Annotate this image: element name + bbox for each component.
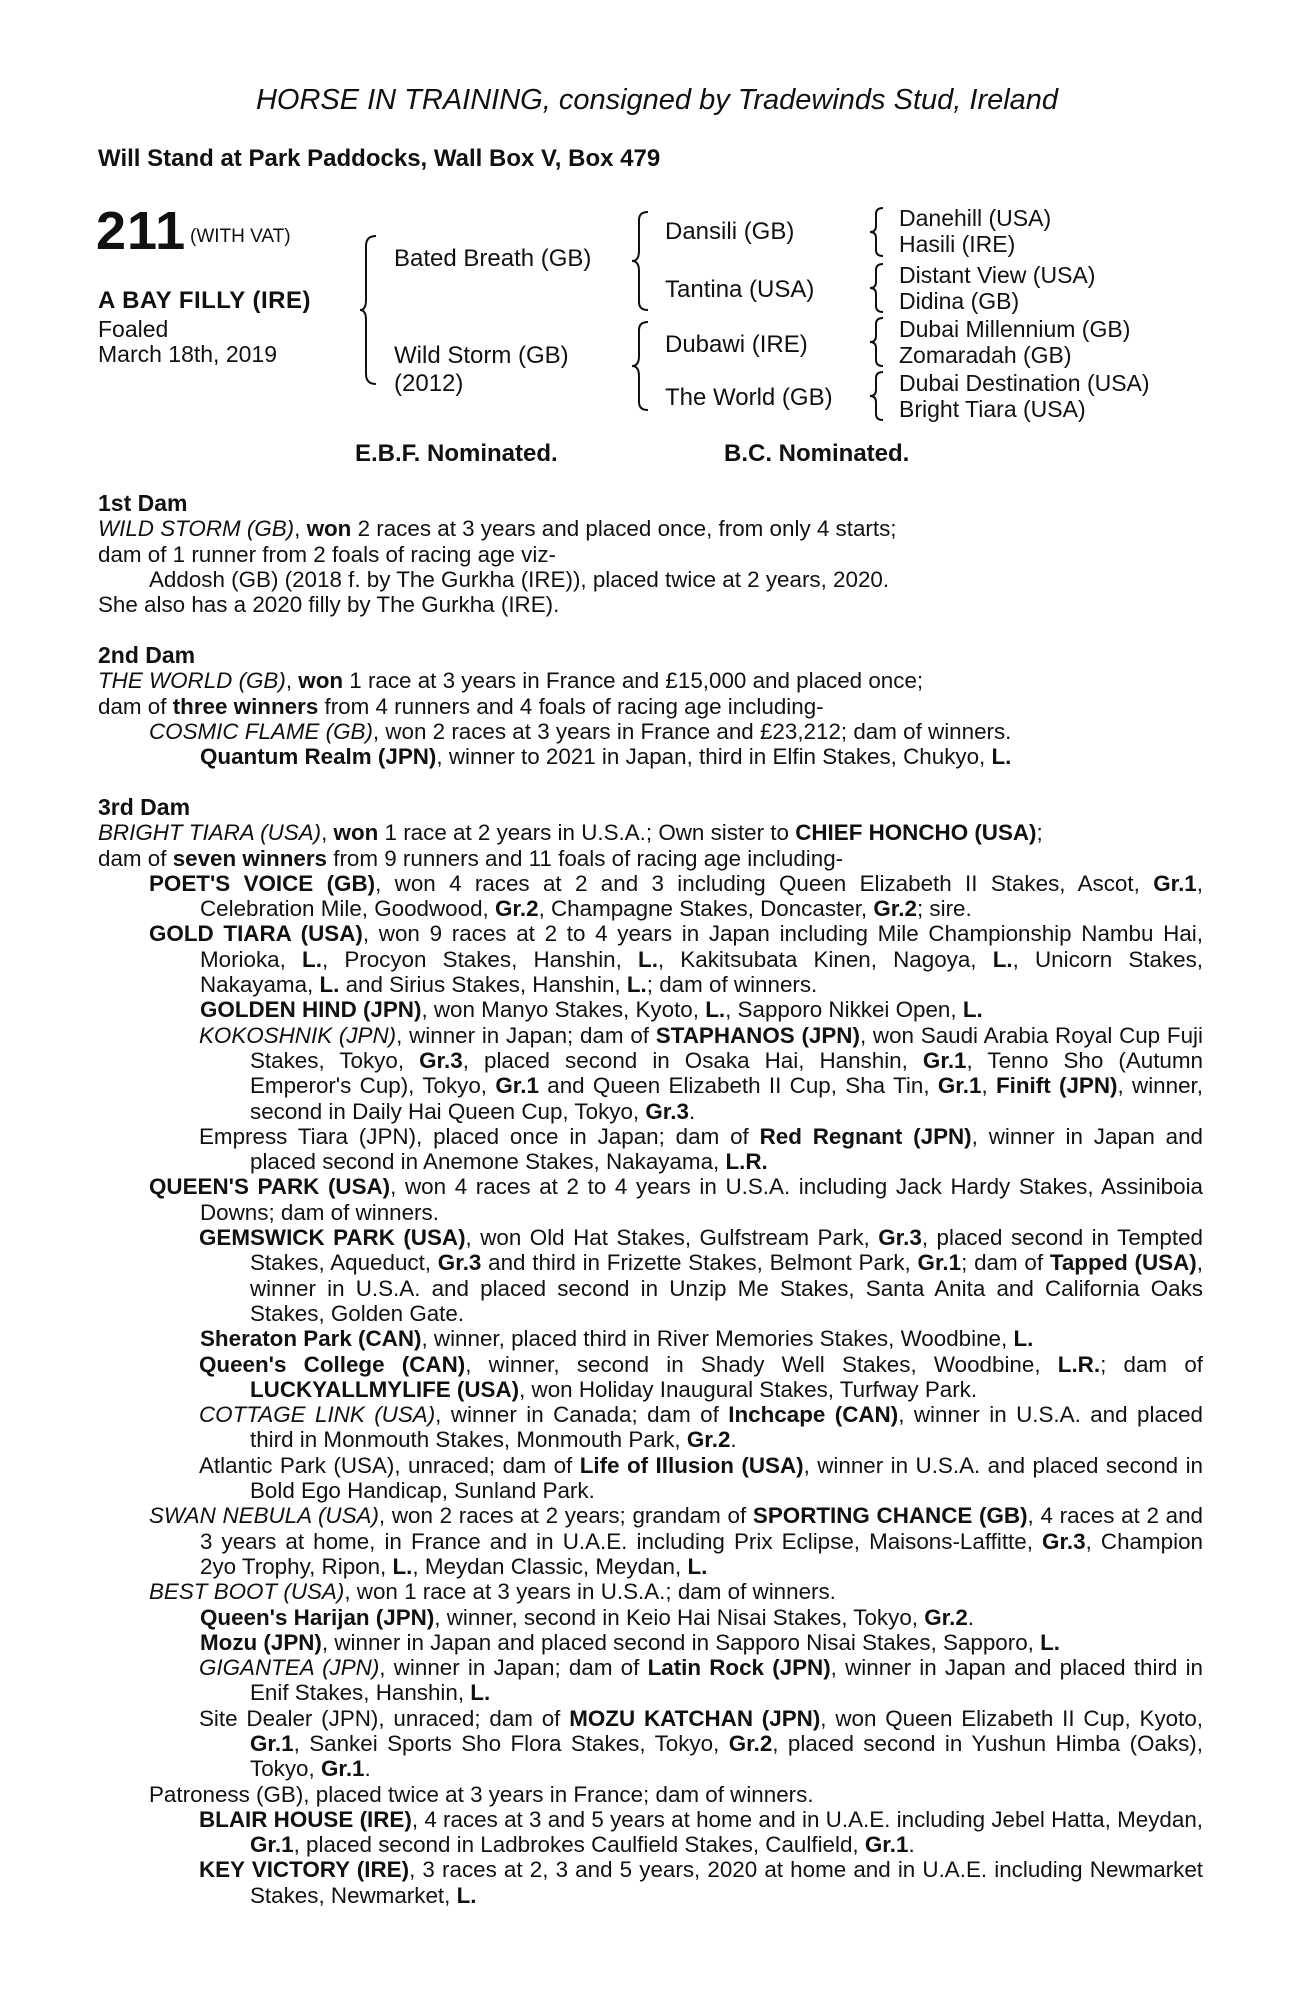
dam-dam-name: The World (GB) [665,384,833,411]
text-run: Patroness (GB), placed twice at 3 years in France; dam of winners. [149,1781,814,1807]
pedigree-entry [98,1402,1203,1453]
bold-run: L. [687,1553,708,1579]
bold-run: SPORTING CHANCE (GB) [752,1503,1028,1529]
sire-name: Bated Breath (GB) [394,245,592,272]
sire-dam-name: Tantina (USA) [665,276,815,303]
text-run: . [908,1832,915,1858]
text-run: 1 race at 2 years in U.S.A.; Own sister to [378,820,796,846]
text-run: , winner in U.S.A. and placed second in Bold Ego Handicap, Sunland Park. [250,1452,1204,1504]
text-run: , winner in U.S.A. and placed second in Unzip Me Stakes, Santa Anita and California Oaks Stakes, Golden Gate. [250,1250,1203,1326]
text-run: , won Old Hat Stakes, Gulfstream Park, [465,1225,879,1251]
text-run: , winner, second in Keio Hai Nisai Stakes, Tokyo, [434,1604,925,1630]
pedigree-brace-4a [868,206,886,258]
bold-run: MOZU KATCHAN (JPN) [569,1705,821,1731]
pedigree-entry [98,668,1203,693]
bold-run: Tapped (USA) [1049,1250,1197,1276]
text-run: , won 9 races at 2 to 4 years in Japan including Mile Championship Nambu Hai, Morioka, [200,921,1203,972]
text-run: and third in Frizette Stakes, Belmont Park, [481,1250,918,1276]
text-run: , Sankei Sports Sho Flora Stakes, Tokyo, [293,1730,729,1756]
italic-run: THE WORLD (GB) [98,668,286,694]
bold-run: Gr.1 [250,1832,294,1858]
third-dam-section [98,795,1203,1908]
first-dam-body [98,516,1203,617]
text-run: , placed second in Osaka Hai, Hanshin, [462,1047,923,1073]
bold-run: BLAIR HOUSE (IRE) [199,1806,412,1832]
text-run: dam of 1 runner from 2 foals of racing age viz- [98,541,556,567]
bold-run: Gr.2 [494,896,539,922]
pedigree-brace-4d [868,370,886,422]
bold-run: Gr.3 [1042,1528,1086,1554]
pedigree-entry [98,997,1203,1022]
first-dam-heading: 1st Dam [98,490,188,516]
text-run: dam of [98,845,173,871]
stand-location: Will Stand at Park Paddocks, Wall Box V, Box 479 [98,145,661,172]
ggd-4: Bright Tiara (USA) [899,396,1086,422]
bold-run: Gr.1 [320,1756,365,1782]
pedigree-entry [98,1706,1203,1782]
bold-run: Gr.3 [437,1250,482,1276]
text-run: from 4 runners and 4 foals of racing age including- [318,693,824,719]
pedigree-brace-4c [868,316,886,368]
bold-run: seven winners [172,845,328,871]
text-run: , won 2 races at 3 years in France and £23,212; dam of winners. [372,718,1012,744]
text-run: , winner in Canada; dam of [435,1402,729,1428]
bold-run: L. [456,1882,477,1908]
ggs-3: Dubai Millennium (GB) [899,316,1131,342]
bold-run: STAPHANOS (JPN) [655,1022,860,1048]
bold-run: Inchcape (CAN) [728,1402,899,1428]
pedigree-entry [98,1326,1203,1351]
dam-sire-name: Dubawi (IRE) [665,331,808,358]
bold-run: L. [638,946,658,972]
bold-run: QUEEN'S PARK (USA) [149,1174,391,1200]
italic-run: COSMIC FLAME (GB) [149,718,373,744]
pedigree-entry [98,1579,1203,1604]
ggd-1: Hasili (IRE) [899,231,1016,257]
text-run: , winner in U.S.A. and placed third in Monmouth Stakes, Monmouth Park, [250,1402,1203,1453]
bold-run: Queen's College (CAN) [199,1351,466,1377]
text-run: , 4 races at 3 and 5 years at home and in U.A.E. including Jebel Hatta, Meydan, [411,1806,1204,1832]
pedigree-entry [98,1630,1203,1655]
bold-run: LUCKYALLMYLIFE (USA) [250,1376,520,1402]
dam-name: Wild Storm (GB) [394,342,569,369]
italic-run: BRIGHT TIARA (USA) [98,820,322,846]
bold-run: Red Regnant (JPN) [759,1123,972,1149]
text-run: She also has a 2020 filly by The Gurkha (IRE). [98,592,560,618]
dam-year: (2012) [394,370,464,397]
bold-run: Finift (JPN) [995,1073,1118,1099]
text-run: ; dam of [1100,1351,1203,1377]
bold-run: three winners [172,693,319,719]
bold-run: L. [705,997,726,1023]
text-run: , [285,668,299,694]
vat-note: (WITH VAT) [190,226,291,247]
first-dam-section [98,491,1203,617]
foaling-date: March 18th, 2019 [98,341,278,367]
bold-run: Gr.2 [686,1427,731,1453]
text-run: , winner to 2021 in Japan, third in Elfin Stakes, Chukyo, [436,744,992,770]
text-run: , winner in Japan; dam of [379,1655,648,1681]
pedigree-entry [98,592,1203,617]
third-dam-body [98,820,1203,1908]
text-run: , placed second in Ladbrokes Caulfield Stakes, Caulfield, [293,1832,865,1858]
bold-run: Gr.1 [937,1073,982,1099]
text-run: , Meydan Classic, Meydan, [412,1553,688,1579]
bold-run: won [298,668,344,694]
bold-run: Queen's Harijan (JPN) [200,1604,435,1630]
bold-run: Gr.1 [495,1073,539,1099]
bold-run: Gr.2 [924,1604,968,1630]
text-run: , Champagne Stakes, Doncaster, [538,896,874,922]
horse-name: A BAY FILLY (IRE) [98,287,311,314]
text-run: , Sapporo Nikkei Open, [725,997,963,1023]
pedigree-entry [98,1605,1203,1630]
pedigree-entry [98,744,1203,769]
second-dam-section [98,643,1203,769]
bold-run: Sheraton Park (CAN) [200,1326,422,1352]
bold-run: L.R. [725,1149,768,1175]
text-run: , [321,820,334,846]
pedigree-entry [98,820,1203,845]
text-run: , winner, placed third in River Memories Stakes, Woodbine, [421,1326,1014,1352]
pedigree-entry [98,1453,1203,1504]
bold-run: Gr.3 [645,1098,689,1124]
text-run: , Unicorn Stakes, Nakayama, [200,946,1203,998]
bold-run: GEMSWICK PARK (USA) [199,1225,466,1251]
italic-run: WILD STORM (GB) [98,516,295,542]
text-run: . [364,1756,371,1782]
pedigree-brace-sire [630,210,652,312]
text-run: and Queen Elizabeth II Cup, Sha Tin, [538,1073,938,1099]
text-run: , [981,1073,996,1099]
text-run: , winner, second in Daily Hai Queen Cup, Tokyo, [250,1073,1203,1124]
ggs-4: Dubai Destination (USA) [899,370,1150,396]
third-dam-heading: 3rd Dam [98,794,191,820]
text-run: , 3 races at 2, 3 and 5 years, 2020 at home and in U.A.E. including Newmarket Stakes, Newmarket, [250,1857,1204,1908]
bold-run: Gr.1 [864,1832,909,1858]
text-run: , won 2 races at 2 years; grandam of [378,1503,753,1529]
bold-run: L.R. [1057,1351,1101,1377]
pedigree-brace-main [358,234,380,386]
text-run: and Sirius Stakes, Hanshin, [339,972,627,998]
text-run: , placed second in Tempted Stakes, Aqueduct, [250,1225,1204,1276]
text-run: , winner, second in Shady Well Stakes, Woodbine, [465,1351,1058,1377]
text-run: , Procyon Stakes, Hanshin, [321,946,639,972]
pedigree-entry [98,694,1203,719]
text-run: ; dam of winners. [646,972,818,998]
second-dam-heading: 2nd Dam [98,642,196,668]
pedigree-entry [98,1782,1203,1807]
pedigree-brace-4b [868,262,886,314]
text-run: ; [1036,820,1043,846]
italic-run: COTTAGE LINK (USA) [199,1402,436,1428]
page-title: HORSE IN TRAINING, consigned by Tradewinds Stud, Ireland [255,84,1059,116]
bold-run: L. [319,972,340,998]
text-run: , Champion 2yo Trophy, Ripon, [200,1528,1203,1579]
text-run: , won Queen Elizabeth II Cup, Kyoto, [820,1705,1204,1731]
text-run: , won Saudi Arabia Royal Cup Fuji Stakes, Tokyo, [250,1022,1203,1073]
pedigree-entry [98,542,1203,567]
bold-run: Mozu (JPN) [200,1629,322,1655]
italic-run: KOKOSHNIK (JPN) [199,1022,397,1048]
text-run: , won Holiday Inaugural Stakes, Turfway Park. [519,1376,978,1402]
pedigree-entry [98,1807,1203,1858]
bold-run: Life of Illusion (USA) [579,1452,804,1478]
ggd-3: Zomaradah (GB) [899,342,1072,368]
second-dam-body [98,668,1203,769]
bold-run: Gr.1 [250,1730,294,1756]
bold-run: L. [1013,1326,1034,1352]
bold-run: L. [1040,1629,1061,1655]
text-run: , placed second in Yushun Himba (Oaks), Tokyo, [250,1730,1203,1782]
bold-run: GOLDEN HIND (JPN) [200,997,422,1023]
bold-run: Latin Rock (JPN) [647,1655,831,1681]
bold-run: CHIEF HONCHO (USA) [795,820,1037,846]
pedigree-entry [98,567,1203,592]
pedigree-entry [98,871,1203,922]
pedigree-entry [98,1225,1203,1326]
text-run: 2 races at 3 years and placed once, from only 4 starts; [351,516,897,542]
pedigree-entry [98,1352,1203,1403]
pedigree-entry [98,516,1203,541]
bold-run: KEY VICTORY (IRE) [199,1857,410,1883]
italic-run: BEST BOOT (USA) [149,1579,345,1605]
text-run: 1 race at 3 years in France and £15,000 and placed once; [343,668,924,694]
bold-run: Gr.2 [728,1730,773,1756]
sire-sire-name: Dansili (GB) [665,218,795,245]
text-run: , won 1 race at 3 years in U.S.A.; dam of winners. [344,1579,836,1605]
text-run: , won 4 races at 2 and 3 including Queen Elizabeth II Stakes, Ascot, [375,870,1154,896]
bold-run: Gr.3 [878,1225,922,1251]
bold-run: L. [992,946,1013,972]
text-run: , won 4 races at 2 to 4 years in U.S.A. including Jack Hardy Stakes, Assiniboia Downs; dam of winners. [200,1174,1204,1225]
bold-run: L. [392,1553,413,1579]
text-run: , Tenno Sho (Autumn Emperor's Cup), Tokyo, [250,1047,1203,1099]
text-run: , Celebration Mile, Goodwood, [200,870,1203,922]
pedigree-entry [98,1655,1203,1706]
bc-nominated: B.C. Nominated. [724,440,910,467]
text-run: Empress Tiara (JPN), placed once in Japan; dam of [199,1123,760,1149]
bold-run: L. [626,972,647,998]
foaled-label: Foaled [98,316,169,342]
text-run: Site Dealer (JPN), unraced; dam of [199,1705,570,1731]
text-run: . [688,1098,696,1124]
pedigree-entry [98,1857,1203,1908]
pedigree-entry [98,921,1203,997]
text-run: dam of [98,693,173,719]
bold-run: Gr.3 [419,1047,463,1073]
pedigree-brace-dam [630,320,652,412]
text-run: , won Manyo Stakes, Kyoto, [421,997,706,1023]
pedigree-entry [98,1023,1203,1124]
bold-run: Quantum Realm (JPN) [200,744,437,770]
ggd-2: Didina (GB) [899,288,1020,314]
text-run: , Kakitsubata Kinen, Nagoya, [657,946,993,972]
text-run: , 4 races at 2 and 3 years at home, in France and in U.A.E. including Prix Eclipse, Maisons-Laffitte, [200,1503,1203,1554]
text-run: , winner in Japan; dam of [396,1022,656,1048]
pedigree-entry [98,1124,1203,1175]
text-run: , winner in Japan and placed second in Anemone Stakes, Nakayama, [250,1123,1204,1175]
pedigree-entry [98,1503,1203,1579]
ggs-1: Danehill (USA) [899,205,1052,231]
ebf-nominated: E.B.F. Nominated. [355,440,558,467]
text-run: , winner in Japan and placed third in Enif Stakes, Hanshin, [250,1655,1204,1706]
bold-run: Gr.2 [873,896,917,922]
bold-run: Gr.1 [922,1047,967,1073]
bold-run: Gr.1 [917,1250,962,1276]
text-run: . [730,1427,737,1453]
text-run: , winner in Japan and placed second in Sapporo Nisai Stakes, Sapporo, [321,1629,1041,1655]
bold-run: POET'S VOICE (GB) [149,870,376,896]
text-run: Atlantic Park (USA), unraced; dam of [199,1452,580,1478]
italic-run: GIGANTEA (JPN) [199,1655,380,1681]
bold-run: L. [302,946,322,972]
bold-run: GOLD TIARA (USA) [149,921,363,947]
text-run: ; sire. [916,896,972,922]
pedigree-entry [98,846,1203,871]
text-run: . [967,1604,975,1630]
text-run: , [294,516,307,542]
text-run: from 9 runners and 11 foals of racing age including- [327,845,844,871]
text-run: Addosh (GB) (2018 f. by The Gurkha (IRE)), placed twice at 2 years, 2020. [149,566,890,592]
text-run: ; dam of [961,1250,1050,1276]
ggs-2: Distant View (USA) [899,262,1096,288]
bold-run: won [333,820,379,846]
italic-run: SWAN NEBULA (USA) [149,1503,379,1529]
bold-run: Gr.1 [1153,870,1197,896]
bold-run: L. [962,997,983,1023]
pedigree-entry [98,719,1203,744]
bold-run: L. [470,1680,491,1706]
bold-run: L. [991,744,1012,770]
bold-run: won [306,516,352,542]
lot-number: 211 [96,201,187,261]
pedigree-entry [98,1174,1203,1225]
